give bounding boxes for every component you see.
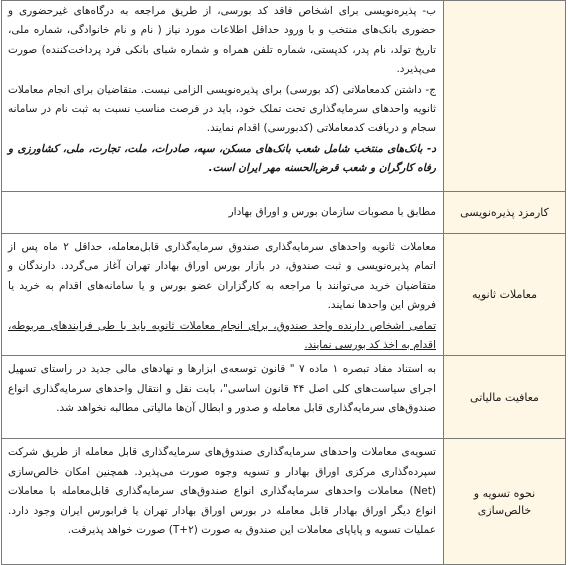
paragraph: مطابق با مصوبات سازمان بورس و اوراق بهادار [228, 206, 436, 219]
paragraph: معاملات ثانویه واحدهای سرمایه‌گذاری صندوق سرمایه‌گذاری قابل‌معامله، حداقل ۲ ماه پس از اتمام پذیره‌نویسی و ثبت صندوق، در بازار بورس اوراق بهادار تهران آغاز می‌گردد. دارندگان و متقاضیان خرید می‌توانند با مراجعه به کارگزاران عضو بورس و یا سامانه‌های اقدام به خرید یا فروش این واحدها نمایند. [8, 241, 437, 312]
table-row [2, 192, 566, 234]
row-body-fee [2, 192, 444, 234]
emphasis-paragraph: د- بانک‌های منتخب شامل شعب بانک‌های مسکن، سپه، صادرات، ملت، تجارت، ملی، کشاورزی و رفاه کارگران و شعب قرض‌الحسنه مهر ایران است. [8, 142, 436, 175]
underlined-paragraph: تمامی اشخاص دارنده واحد صندوق، برای انجام معاملات ثانویه باید با طی فرایندهای مربوطه، اقدام به اخذ کد بورسی نمایند. [8, 319, 436, 352]
table-row [2, 1, 566, 192]
row-label-settlement [444, 439, 566, 565]
row-body-secondary-trading [2, 234, 444, 356]
row-label-secondary-trading [444, 234, 566, 356]
table-row [2, 439, 566, 565]
row-body-settlement [2, 439, 444, 565]
row-label-tax-exemption [444, 356, 566, 439]
row-label-text: معافیت مالیاتی [470, 390, 539, 404]
paragraph: به استناد مفاد تبصره ۱ ماده ۷ " قانون توسعه‌ی ابزارها و نهادهای مالی جدید در راستای تسهیل اجرای سیاست‌های کلی اصل ۴۴ قانون اساسی"، بابت نقل و انتقال واحدهای سرمایه‌گذاری انواع صندوق‌های سرمایه‌گذاری قابل معامله و صدور و ابطال آن‌ها مالیاتی مطالبه نخواهد شد. [8, 363, 436, 415]
row-label-fee [444, 192, 566, 234]
row-body-tax-exemption [2, 356, 444, 439]
info-table [1, 0, 566, 565]
row-label-empty [444, 1, 566, 192]
row-label-text: معاملات ثانویه [472, 288, 537, 302]
table-row [2, 356, 566, 439]
paragraph: تسویه‌ی معاملات واحدهای سرمایه‌گذاری صندوق‌های سرمایه‌گذاری قابل معامله از طریق شرکت سپرده‌گذاری مرکزی اوراق بهادار و تسویه وجوه صورت می‌پذیرد. همچنین امکان خالص‌سازی (Net) معاملات واحدهای سرمایه‌گذاری انواع صندوق‌های سرمایه‌گذاری قابل‌معامله با معاملات انواع دیگر اوراق بهادار قابل معامله در بورس اوراق بهادار تهران یا فرابورس ایران وجود دارد. عملیات تسویه و پایاپای معاملات این صندوق به صورت (T+۲) صورت خواهد پذیرفت. [8, 446, 436, 537]
row-label-text: نحوه تسویه و خالص‌سازی [473, 486, 536, 517]
paragraph: ج- داشتن کدمعاملاتی (کد بورسی) برای پذیره‌نویسی الزامی نیست. متقاضیان برای انجام معاملات ثانویه واحدهای سرمایه‌گذاری تحت تملک خود، باید در فرصت مناسب نسبت به ثبت نام در سامانه سجام و دریافت کدمعاملاتی (کدبورسی) اقدام نمایند. [8, 83, 436, 135]
row-label-text: کارمزد پذیره‌نویسی [460, 206, 549, 219]
paragraph: ب- پذیره‌نویسی برای اشخاص فاقد کد بورسی، از طریق مراجعه به درگاه‌های غیرحضوری و حضوری بانک‌های منتخب و با ورود حداقل اطلاعات مورد نیاز ( نام و نام خانوادگی، شماره ملی، تاریخ تولد، نام پدر، کدپستی، شماره تلفن همراه و شماره شبای بانکی فرد پرداخت‌کننده) صورت می‌پذیرد. [8, 5, 436, 76]
table-row [2, 234, 566, 356]
row-body-subscription [2, 1, 444, 192]
